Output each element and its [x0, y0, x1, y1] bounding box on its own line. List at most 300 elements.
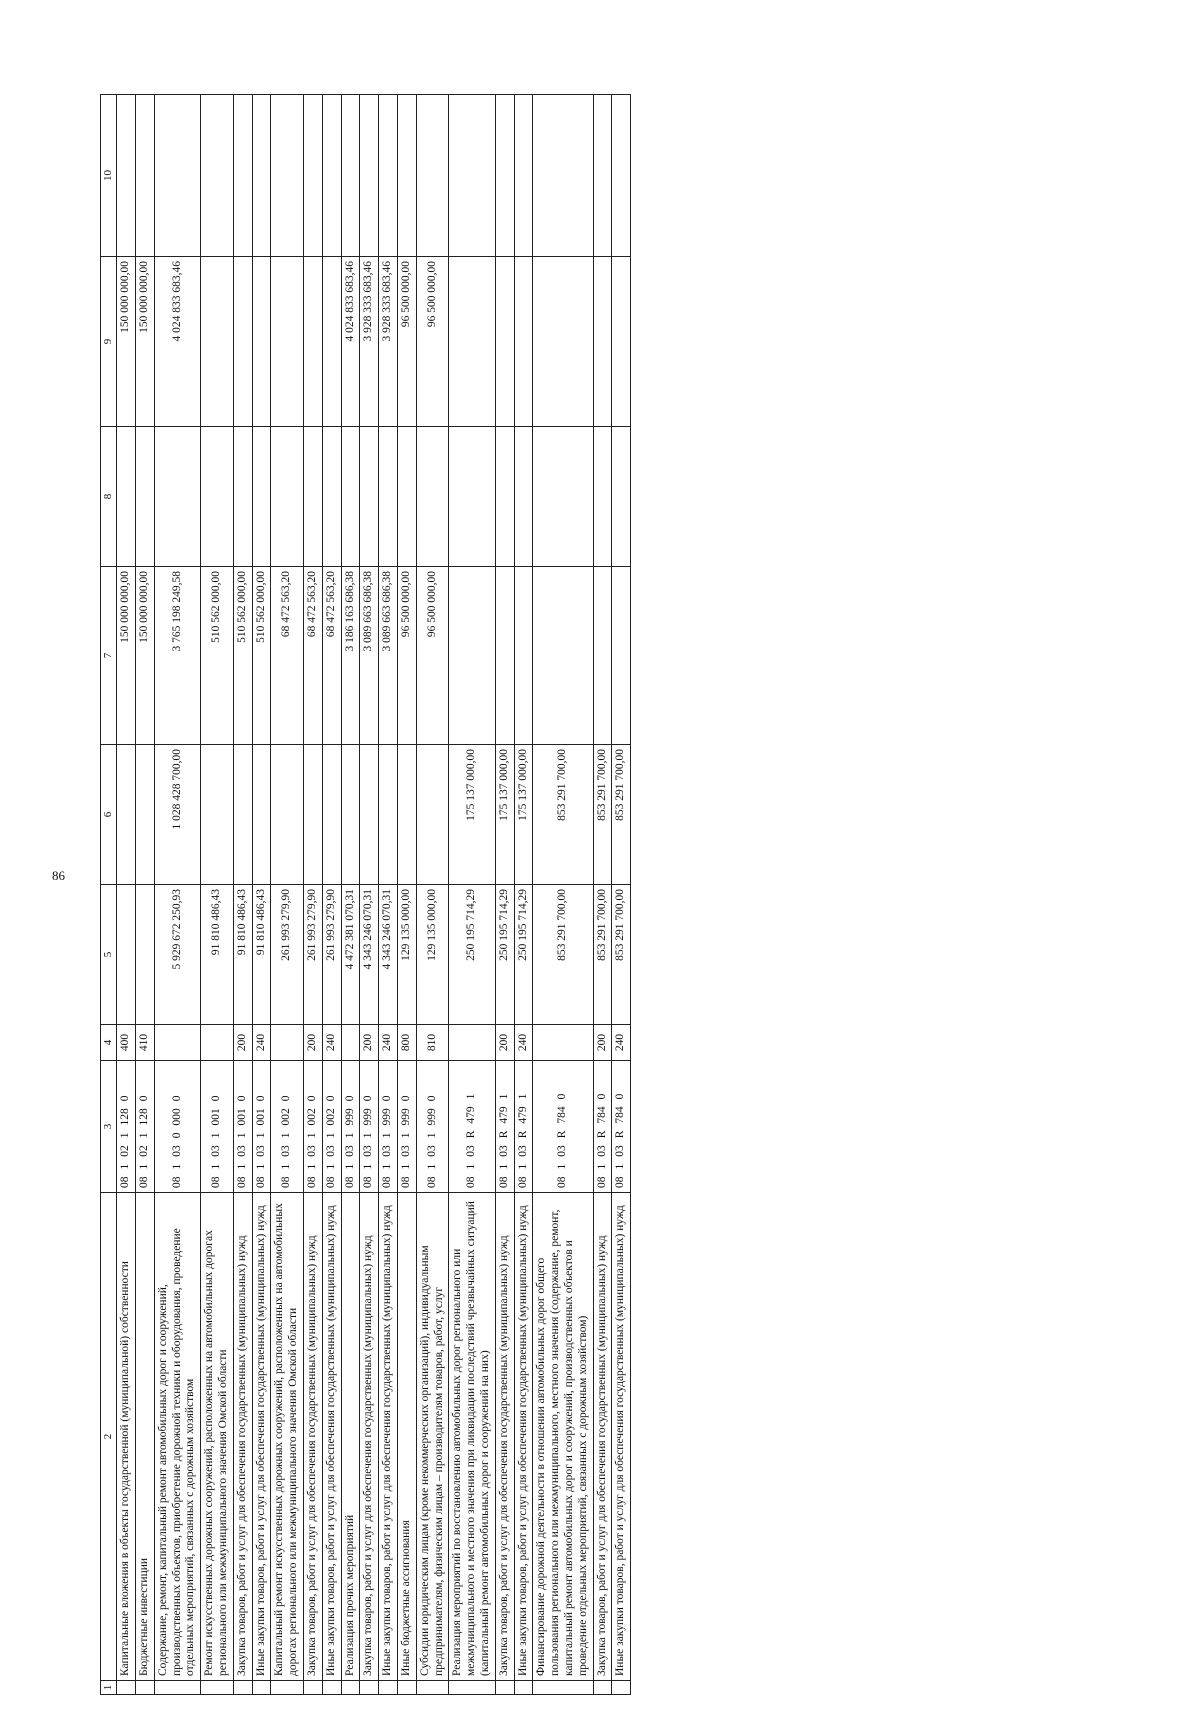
column-header-8: 8 — [101, 427, 117, 567]
column-header-10: 10 — [101, 95, 117, 257]
amount-cell-c6 — [416, 745, 449, 885]
amount-cell-c7 — [495, 567, 514, 745]
amount-cell-c8 — [201, 427, 234, 567]
amount-cell-c10 — [495, 95, 514, 257]
row-index-cell — [271, 1681, 304, 1695]
code-part: 0 — [119, 1095, 132, 1102]
column-header-9: 9 — [101, 257, 117, 427]
code-part: 03 — [235, 1145, 248, 1157]
table-row — [303, 95, 322, 1695]
code-part: 08 — [254, 1176, 267, 1188]
expense-type-cell: 240 — [612, 1025, 631, 1061]
code-part: 0 — [170, 1095, 183, 1102]
amount-cell-c5 — [135, 885, 154, 1025]
amount-cell-c5: 129 135 000,00 — [397, 885, 416, 1025]
budget-code-cell — [379, 1061, 398, 1193]
row-index-cell — [322, 1681, 341, 1695]
code-part: 03 — [280, 1145, 293, 1157]
code-part: R — [465, 1130, 478, 1139]
table-row — [533, 95, 593, 1695]
code-part: 08 — [516, 1176, 529, 1188]
amount-cell-c6: 1 028 428 700,00 — [154, 745, 200, 885]
code-part: 128 — [119, 1108, 132, 1126]
budget-table — [100, 94, 631, 1695]
budget-code-cell — [252, 1061, 271, 1193]
expense-type-cell — [533, 1025, 593, 1061]
amount-cell-c10 — [612, 95, 631, 257]
amount-cell-c10 — [360, 95, 379, 257]
expense-type-cell: 200 — [233, 1025, 252, 1061]
code-part: 08 — [381, 1176, 394, 1188]
code-part: 1 — [362, 1163, 375, 1170]
code-part: R — [497, 1130, 510, 1139]
code-part: 1 — [119, 1163, 132, 1170]
code-part: 0 — [343, 1095, 356, 1102]
amount-cell-c6 — [341, 745, 360, 885]
code-part: 02 — [119, 1145, 132, 1157]
code-part: 03 — [399, 1145, 412, 1157]
code-part: 03 — [465, 1145, 478, 1157]
code-part: 1 — [595, 1163, 608, 1170]
row-index-cell — [514, 1681, 533, 1695]
amount-cell-c6 — [322, 745, 341, 885]
code-part: 1 — [497, 1093, 510, 1100]
amount-cell-c9: 3 928 333 683,46 — [360, 257, 379, 427]
amount-cell-c10 — [379, 95, 398, 257]
amount-cell-c10 — [449, 95, 495, 257]
code-part: 1 — [280, 1163, 293, 1170]
amount-cell-c5: 853 291 700,00 — [612, 885, 631, 1025]
amount-cell-c7: 3 089 663 686,38 — [360, 567, 379, 745]
expense-type-cell: 200 — [303, 1025, 322, 1061]
code-part: 1 — [137, 1163, 150, 1170]
amount-cell-c6 — [233, 745, 252, 885]
amount-cell-c9: 4 024 833 683,46 — [154, 257, 200, 427]
code-part: 08 — [614, 1176, 627, 1188]
amount-cell-c10 — [135, 95, 154, 257]
amount-cell-c5: 4 472 381 070,31 — [341, 885, 360, 1025]
code-part: R — [516, 1130, 529, 1139]
code-part: 1 — [497, 1163, 510, 1170]
amount-cell-c10 — [233, 95, 252, 257]
code-part: 03 — [556, 1145, 568, 1157]
code-part: 1 — [235, 1132, 248, 1139]
amount-cell-c7 — [593, 567, 612, 745]
amount-cell-c9 — [449, 257, 495, 427]
row-index-cell — [233, 1681, 252, 1695]
code-part: 08 — [170, 1176, 183, 1188]
code-part: 08 — [280, 1176, 293, 1188]
amount-cell-c6: 175 137 000,00 — [495, 745, 514, 885]
table-row — [360, 95, 379, 1695]
amount-cell-c7 — [514, 567, 533, 745]
amount-cell-c9 — [533, 257, 593, 427]
code-part: 002 — [280, 1108, 293, 1126]
code-part: 08 — [235, 1176, 248, 1188]
budget-code-cell — [449, 1061, 495, 1193]
code-part: 1 — [425, 1163, 438, 1170]
amount-cell-c6 — [303, 745, 322, 885]
amount-cell-c10 — [514, 95, 533, 257]
code-part: 0 — [595, 1093, 608, 1100]
code-part: 1 — [425, 1132, 438, 1139]
table-body — [117, 95, 631, 1695]
amount-cell-c6 — [117, 745, 136, 885]
amount-cell-c9: 150 000 000,00 — [117, 257, 136, 427]
expense-name-cell: Иные закупки товаров, работ и услуг для обеспечения государственных (муниципальных) нужд — [612, 1193, 631, 1681]
amount-cell-c8 — [322, 427, 341, 567]
expense-name-cell: Капитальные вложения в объекты государственной (муниципальной) собственности — [117, 1193, 136, 1681]
table-row — [154, 95, 200, 1695]
row-index-cell — [117, 1681, 136, 1695]
code-part: 08 — [210, 1176, 223, 1188]
row-index-cell — [252, 1681, 271, 1695]
code-part: 1 — [254, 1163, 267, 1170]
amount-cell-c6: 853 291 700,00 — [593, 745, 612, 885]
amount-cell-c5: 4 343 246 070,31 — [379, 885, 398, 1025]
amount-cell-c5: 250 195 714,29 — [495, 885, 514, 1025]
amount-cell-c10 — [271, 95, 304, 257]
column-header-5: 5 — [101, 885, 117, 1025]
amount-cell-c10 — [533, 95, 593, 257]
budget-code-cell — [303, 1061, 322, 1193]
expense-type-cell: 240 — [514, 1025, 533, 1061]
row-index-cell — [533, 1681, 593, 1695]
code-part: 1 — [343, 1132, 356, 1139]
budget-code-cell — [233, 1061, 252, 1193]
amount-cell-c7: 510 562 000,00 — [233, 567, 252, 745]
amount-cell-c8 — [135, 427, 154, 567]
amount-cell-c10 — [201, 95, 234, 257]
budget-code-cell — [360, 1061, 379, 1193]
budget-code-cell — [514, 1061, 533, 1193]
amount-cell-c7: 3 186 163 686,38 — [341, 567, 360, 745]
row-index-cell — [416, 1681, 449, 1695]
code-part: 08 — [343, 1176, 356, 1188]
table-row — [117, 95, 136, 1695]
amount-cell-c9 — [322, 257, 341, 427]
amount-cell-c8 — [495, 427, 514, 567]
expense-name-cell: Капитальный ремонт искусственных дорожных сооружений, расположенных на автомобильных дорогах регионального или межмуниципального значения Омской области — [271, 1193, 304, 1681]
amount-cell-c5: 261 993 279,90 — [322, 885, 341, 1025]
row-index-cell — [135, 1681, 154, 1695]
amount-cell-c7 — [533, 567, 593, 745]
code-part: R — [556, 1130, 568, 1139]
code-part: 08 — [305, 1176, 318, 1188]
column-header-1: 1 — [101, 1681, 117, 1695]
column-number-row — [101, 95, 117, 1695]
code-part: 1 — [324, 1132, 337, 1139]
code-part: 999 — [381, 1108, 394, 1126]
code-part: 08 — [425, 1176, 438, 1188]
budget-code-cell — [533, 1061, 593, 1193]
expense-type-cell: 240 — [252, 1025, 271, 1061]
amount-cell-c8 — [341, 427, 360, 567]
code-part: 0 — [280, 1095, 293, 1102]
table-row — [341, 95, 360, 1695]
budget-code-cell — [495, 1061, 514, 1193]
amount-cell-c10 — [593, 95, 612, 257]
code-part: 1 — [362, 1132, 375, 1139]
code-part: 999 — [343, 1108, 356, 1126]
amount-cell-c9: 96 500 000,00 — [397, 257, 416, 427]
table-row — [593, 95, 612, 1695]
code-part: 1 — [614, 1163, 627, 1170]
column-header-6: 6 — [101, 745, 117, 885]
code-part: 784 — [614, 1106, 627, 1124]
code-part: 0 — [210, 1095, 223, 1102]
amount-cell-c9 — [593, 257, 612, 427]
amount-cell-c6 — [397, 745, 416, 885]
code-part: 1 — [465, 1163, 478, 1170]
code-part: 001 — [210, 1108, 223, 1126]
expense-name-cell: Иные закупки товаров, работ и услуг для обеспечения государственных (муниципальных) нужд — [252, 1193, 271, 1681]
code-part: 1 — [556, 1163, 568, 1170]
amount-cell-c10 — [117, 95, 136, 257]
expense-type-cell: 200 — [360, 1025, 379, 1061]
code-part: 0 — [324, 1095, 337, 1102]
amount-cell-c7: 510 562 000,00 — [252, 567, 271, 745]
code-part: 03 — [343, 1145, 356, 1157]
budget-code-cell — [135, 1061, 154, 1193]
expense-name-cell: Закупка товаров, работ и услуг для обеспечения государственных (муниципальных) нужд — [360, 1193, 379, 1681]
code-part: 1 — [381, 1163, 394, 1170]
amount-cell-c5: 4 343 246 070,31 — [360, 885, 379, 1025]
row-index-cell — [154, 1681, 200, 1695]
expense-name-cell: Иные закупки товаров, работ и услуг для обеспечения государственных (муниципальных) нужд — [514, 1193, 533, 1681]
code-part: 03 — [595, 1145, 608, 1157]
code-part: 1 — [343, 1163, 356, 1170]
code-part: 1 — [399, 1132, 412, 1139]
code-part: 03 — [170, 1145, 183, 1157]
amount-cell-c10 — [252, 95, 271, 257]
amount-cell-c9 — [612, 257, 631, 427]
code-part: 0 — [235, 1095, 248, 1102]
table-row — [612, 95, 631, 1695]
code-part: 03 — [516, 1145, 529, 1157]
amount-cell-c5: 853 291 700,00 — [533, 885, 593, 1025]
amount-cell-c8 — [379, 427, 398, 567]
amount-cell-c8 — [593, 427, 612, 567]
expense-name-cell: Субсидии юридическим лицам (кроме некоммерческих организаций), индивидуальным предпринимателям, физическим лицам – производителям товаров, работ, услуг — [416, 1193, 449, 1681]
amount-cell-c9 — [303, 257, 322, 427]
code-part: 1 — [280, 1132, 293, 1139]
row-index-cell — [201, 1681, 234, 1695]
amount-cell-c10 — [397, 95, 416, 257]
amount-cell-c8 — [612, 427, 631, 567]
expense-type-cell: 240 — [322, 1025, 341, 1061]
expense-type-cell: 200 — [593, 1025, 612, 1061]
code-part: 999 — [399, 1108, 412, 1126]
amount-cell-c7: 68 472 563,20 — [322, 567, 341, 745]
table-row — [271, 95, 304, 1695]
amount-cell-c9 — [201, 257, 234, 427]
code-part: 002 — [305, 1108, 318, 1126]
amount-cell-c5: 91 810 486,43 — [252, 885, 271, 1025]
expense-name-cell: Ремонт искусственных дорожных сооружений, расположенных на автомобильных дорогах регионального или межмуниципального значения Омской области — [201, 1193, 234, 1681]
expense-name-cell: Иные закупки товаров, работ и услуг для обеспечения государственных (муниципальных) нужд — [322, 1193, 341, 1681]
code-part: 1 — [381, 1132, 394, 1139]
amount-cell-c9: 96 500 000,00 — [416, 257, 449, 427]
table-row — [201, 95, 234, 1695]
amount-cell-c8 — [233, 427, 252, 567]
code-part: 784 — [556, 1106, 568, 1124]
table-row — [252, 95, 271, 1695]
row-index-cell — [303, 1681, 322, 1695]
code-part: 1 — [235, 1163, 248, 1170]
code-part: 08 — [324, 1176, 337, 1188]
amount-cell-c8 — [303, 427, 322, 567]
expense-name-cell: Содержание, ремонт, капитальный ремонт автомобильных дорог и сооружений, производственных объектов, приобретение дорожной техники и оборудования, проведение отдельных мероприятий, связанных с дорожным хозяйством — [154, 1193, 200, 1681]
budget-code-cell — [612, 1061, 631, 1193]
amount-cell-c6: 175 137 000,00 — [449, 745, 495, 885]
code-part: 08 — [119, 1176, 132, 1188]
amount-cell-c8 — [397, 427, 416, 567]
code-part: 1 — [170, 1163, 183, 1170]
amount-cell-c9 — [514, 257, 533, 427]
amount-cell-c5: 250 195 714,29 — [449, 885, 495, 1025]
amount-cell-c9 — [252, 257, 271, 427]
amount-cell-c6: 175 137 000,00 — [514, 745, 533, 885]
amount-cell-c8 — [449, 427, 495, 567]
amount-cell-c6 — [271, 745, 304, 885]
amount-cell-c5: 853 291 700,00 — [593, 885, 612, 1025]
code-part: 1 — [254, 1132, 267, 1139]
expense-name-cell: Закупка товаров, работ и услуг для обеспечения государственных (муниципальных) нужд — [233, 1193, 252, 1681]
expense-name-cell: Иные закупки товаров, работ и услуг для обеспечения государственных (муниципальных) нужд — [379, 1193, 398, 1681]
code-part: 08 — [465, 1176, 478, 1188]
amount-cell-c10 — [154, 95, 200, 257]
amount-cell-c7: 68 472 563,20 — [271, 567, 304, 745]
amount-cell-c7 — [449, 567, 495, 745]
expense-type-cell — [449, 1025, 495, 1061]
budget-code-cell — [397, 1061, 416, 1193]
code-part: 0 — [305, 1095, 318, 1102]
amount-cell-c7: 96 500 000,00 — [416, 567, 449, 745]
code-part: 999 — [425, 1108, 438, 1126]
row-index-cell — [360, 1681, 379, 1695]
code-part: 02 — [137, 1145, 150, 1157]
table-row — [322, 95, 341, 1695]
table-row — [514, 95, 533, 1695]
amount-cell-c9: 3 928 333 683,46 — [379, 257, 398, 427]
amount-cell-c6 — [360, 745, 379, 885]
amount-cell-c5: 129 135 000,00 — [416, 885, 449, 1025]
code-part: 0 — [425, 1095, 438, 1102]
amount-cell-c8 — [252, 427, 271, 567]
rotated-table-wrapper — [100, 95, 1110, 1695]
row-index-cell — [612, 1681, 631, 1695]
code-part: 03 — [381, 1145, 394, 1157]
amount-cell-c8 — [514, 427, 533, 567]
page-number: 86 — [52, 868, 65, 883]
code-part: 08 — [595, 1176, 608, 1188]
expense-type-cell: 810 — [416, 1025, 449, 1061]
code-part: 1 — [119, 1132, 132, 1139]
budget-code-cell — [322, 1061, 341, 1193]
amount-cell-c7: 3 765 198 249,58 — [154, 567, 200, 745]
expense-name-cell: Реализация мероприятий по восстановлению автомобильных дорог регионального или межмуниципального и местного значения при ликвидации последствий чрезвычайных ситуаций (капитальный ремонт автомобильных дорог и сооружений на них) — [449, 1193, 495, 1681]
code-part: 0 — [381, 1095, 394, 1102]
amount-cell-c5: 91 810 486,43 — [233, 885, 252, 1025]
code-part: 08 — [137, 1176, 150, 1188]
table-row — [379, 95, 398, 1695]
expense-name-cell: Закупка товаров, работ и услуг для обеспечения государственных (муниципальных) нужд — [593, 1193, 612, 1681]
table-row — [416, 95, 449, 1695]
table-row — [135, 95, 154, 1695]
row-index-cell — [379, 1681, 398, 1695]
expense-type-cell: 200 — [495, 1025, 514, 1061]
code-part: 0 — [362, 1095, 375, 1102]
amount-cell-c5: 5 929 672 250,93 — [154, 885, 200, 1025]
code-part: 1 — [210, 1132, 223, 1139]
code-part: 03 — [324, 1145, 337, 1157]
budget-code-cell — [271, 1061, 304, 1193]
row-index-cell — [593, 1681, 612, 1695]
amount-cell-c5: 261 993 279,90 — [303, 885, 322, 1025]
code-part: 08 — [399, 1176, 412, 1188]
expense-type-cell: 800 — [397, 1025, 416, 1061]
amount-cell-c6: 853 291 700,00 — [533, 745, 593, 885]
amount-cell-c10 — [303, 95, 322, 257]
amount-cell-c7: 150 000 000,00 — [135, 567, 154, 745]
amount-cell-c9: 150 000 000,00 — [135, 257, 154, 427]
row-index-cell — [495, 1681, 514, 1695]
expense-type-cell: 410 — [135, 1025, 154, 1061]
code-part: 479 — [465, 1106, 478, 1124]
amount-cell-c8 — [360, 427, 379, 567]
code-part: 479 — [497, 1106, 510, 1124]
expense-type-cell: 400 — [117, 1025, 136, 1061]
amount-cell-c7: 68 472 563,20 — [303, 567, 322, 745]
code-part: 03 — [362, 1145, 375, 1157]
amount-cell-c6: 853 291 700,00 — [612, 745, 631, 885]
budget-code-cell — [416, 1061, 449, 1193]
amount-cell-c9 — [495, 257, 514, 427]
row-index-cell — [397, 1681, 416, 1695]
expense-name-cell: Бюджетные инвестиции — [135, 1193, 154, 1681]
code-part: 1 — [324, 1163, 337, 1170]
code-part: 0 — [170, 1132, 183, 1139]
amount-cell-c6 — [252, 745, 271, 885]
code-part: 1 — [210, 1163, 223, 1170]
amount-cell-c9 — [271, 257, 304, 427]
code-part: 03 — [425, 1145, 438, 1157]
amount-cell-c5: 91 810 486,43 — [201, 885, 234, 1025]
code-part: 03 — [254, 1145, 267, 1157]
code-part: 0 — [137, 1095, 150, 1102]
code-part: 001 — [254, 1108, 267, 1126]
budget-code-cell — [593, 1061, 612, 1193]
code-part: 03 — [305, 1145, 318, 1157]
code-part: 0 — [556, 1093, 568, 1100]
amount-cell-c10 — [341, 95, 360, 257]
table-row — [495, 95, 514, 1695]
code-part: R — [595, 1130, 608, 1139]
column-header-3: 3 — [101, 1061, 117, 1193]
amount-cell-c10 — [416, 95, 449, 257]
code-part: 1 — [137, 1132, 150, 1139]
code-part: 08 — [556, 1176, 568, 1188]
amount-cell-c8 — [271, 427, 304, 567]
expense-type-cell — [341, 1025, 360, 1061]
code-part: 03 — [497, 1145, 510, 1157]
expense-type-cell — [201, 1025, 234, 1061]
amount-cell-c9 — [233, 257, 252, 427]
code-part: 1 — [465, 1093, 478, 1100]
code-part: 999 — [362, 1108, 375, 1126]
code-part: 784 — [595, 1106, 608, 1124]
